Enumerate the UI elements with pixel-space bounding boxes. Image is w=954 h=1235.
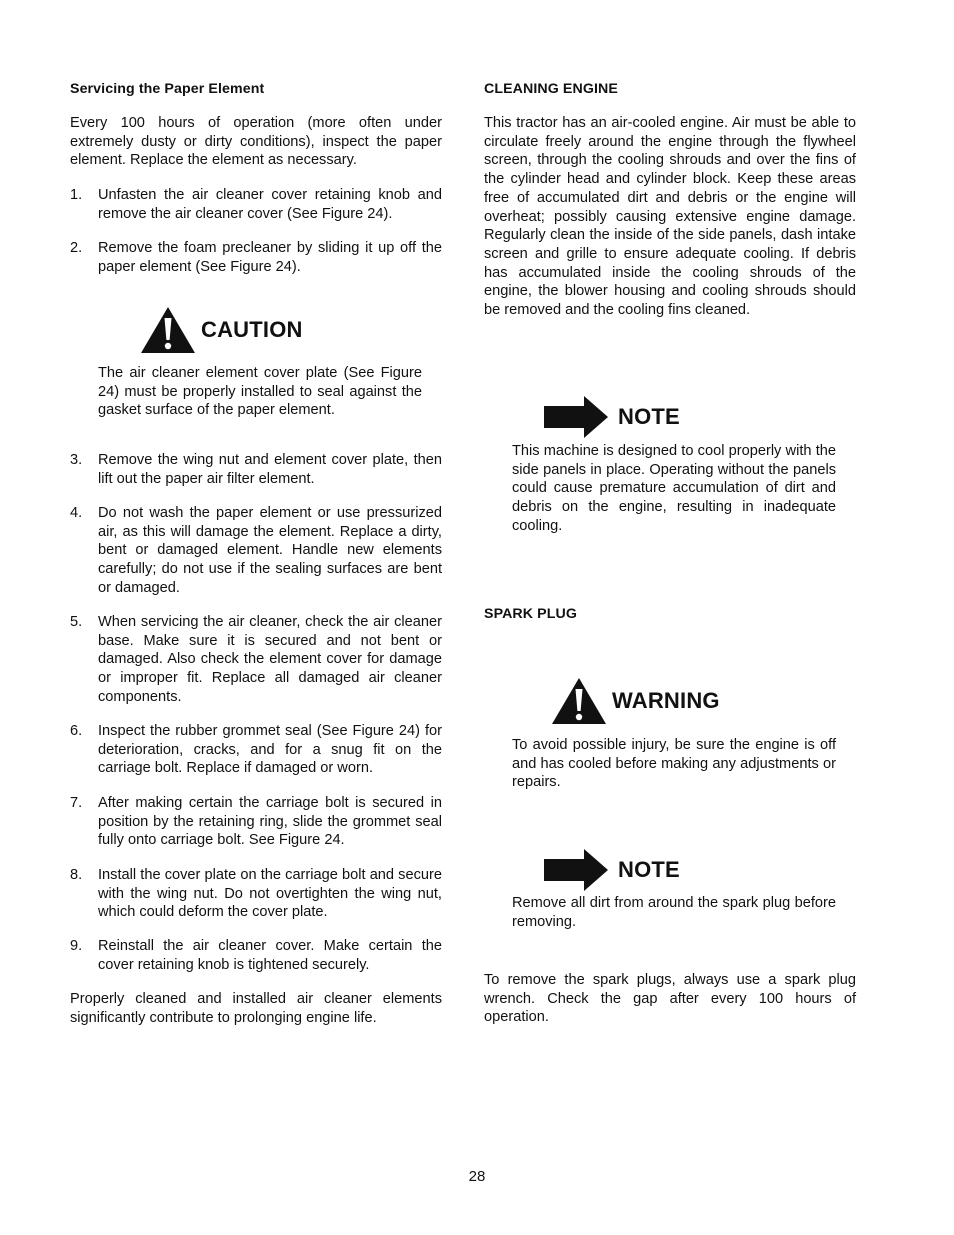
warning-header [551, 677, 720, 725]
warning-body: To avoid possible injury, be sure the engine is off and has cooled before making any adjustments or repairs. [512, 737, 836, 791]
list-item-text: After making certain the carriage bolt is secured in position by the retaining ring, slide the grommet seal fully onto carriage bolt. See Figure 24. [98, 795, 442, 849]
note-header [544, 396, 680, 438]
list-item-text: Unfasten the air cleaner cover retaining knob and remove the air cleaner cover (See Figure 24). [98, 187, 442, 222]
list-item-number: 1. [70, 187, 83, 203]
caution-title: CAUTION [201, 316, 303, 342]
list-item [70, 722, 442, 778]
arrow-right-icon [544, 849, 608, 891]
note-title: NOTE [618, 403, 680, 429]
list-item-text: Install the cover plate on the carriage bolt and secure with the wing nut. Do not overtighten the wing nut, which could deform the cover plate. [98, 867, 442, 921]
list-item-text: Remove the foam precleaner by sliding it up off the paper element (See Figure 24). [98, 240, 442, 275]
intro-paragraph: Every 100 hours of operation (more often under extremely dusty or dirty conditions), inspect the paper element. Replace the element as necessary. [70, 115, 442, 169]
list-item [70, 451, 442, 488]
list-item [70, 239, 442, 276]
note-title: NOTE [618, 856, 680, 882]
warning-title: WARNING [612, 687, 720, 713]
list-item-number: 4. [70, 505, 83, 521]
list-item [70, 937, 442, 974]
list-item [70, 504, 442, 598]
note-body: This machine is designed to cool properly with the side panels in place. Operating without the panels could cause premature accumulation of dirt and debris on the engine, resulting in inadequate cooling. [512, 443, 836, 534]
list-item [70, 866, 442, 922]
section-heading-paper-element: Servicing the Paper Element [70, 81, 265, 97]
list-item [70, 794, 442, 850]
section-heading-cleaning-engine: CLEANING ENGINE [484, 81, 618, 97]
note-body: Remove all dirt from around the spark plug before removing. [512, 895, 836, 930]
list-item-number: 5. [70, 614, 83, 630]
list-item-text: Inspect the rubber grommet seal (See Figure 24) for deterioration, cracks, and for a snug fit on the carriage bolt. Replace if damaged or worn. [98, 723, 442, 777]
list-item-text: Do not wash the paper element or use pressurized air, as this will damage the element. Replace a dirty, bent or damaged element. Handle new elements carefully; do not use if the sealing surfaces are bent or damaged. [98, 505, 442, 596]
section-heading-spark-plug: SPARK PLUG [484, 606, 577, 622]
arrow-right-icon [544, 396, 608, 438]
caution-body: The air cleaner element cover plate (See Figure 24) must be properly installed to seal against the gasket surface of the paper element. [98, 365, 422, 419]
page-number: 28 [468, 1168, 486, 1185]
closing-paragraph: Properly cleaned and installed air cleaner elements significantly contribute to prolonging engine life. [70, 991, 442, 1026]
list-item-text: Remove the wing nut and element cover plate, then lift out the paper air filter element. [98, 452, 442, 487]
engine-paragraph: This tractor has an air-cooled engine. Air must be able to circulate freely around the engine through the flywheel screen, through the cooling shrouds and over the fins of the cylinder head and cylinder block. Keep these areas free of accumulated dirt and debris or the engine will overheat; possibly causing extensive engine damage. Regularly clean the inside of the side panels, dash intake screen and grille to ensure adequate cooling. If debris has accumulated inside the cooling shrouds of the engine, the blower housing and cooling shrouds should be removed and the cooling fins cleaned. [484, 115, 856, 319]
list-item [70, 613, 442, 707]
note-header [544, 849, 680, 891]
list-item-number: 3. [70, 452, 83, 468]
list-item-number: 7. [70, 795, 83, 811]
list-item-number: 9. [70, 938, 83, 954]
caution-header [140, 306, 303, 354]
list-item-number: 6. [70, 723, 83, 739]
list-item-number: 8. [70, 867, 83, 883]
spark-plug-paragraph: To remove the spark plugs, always use a spark plug wrench. Check the gap after every 100 hours of operation. [484, 972, 856, 1026]
list-item-number: 2. [70, 240, 83, 256]
warning-triangle-icon [140, 306, 196, 354]
list-item-text: When servicing the air cleaner, check the air cleaner base. Make sure it is secured and not bent or damaged. Also check the element cover for damage or improper fit. Replace all damaged air cleaner components. [98, 614, 442, 705]
list-item [70, 186, 442, 223]
warning-triangle-icon [551, 677, 607, 725]
list-item-text: Reinstall the air cleaner cover. Make certain the cover retaining knob is tightened securely. [98, 938, 442, 973]
